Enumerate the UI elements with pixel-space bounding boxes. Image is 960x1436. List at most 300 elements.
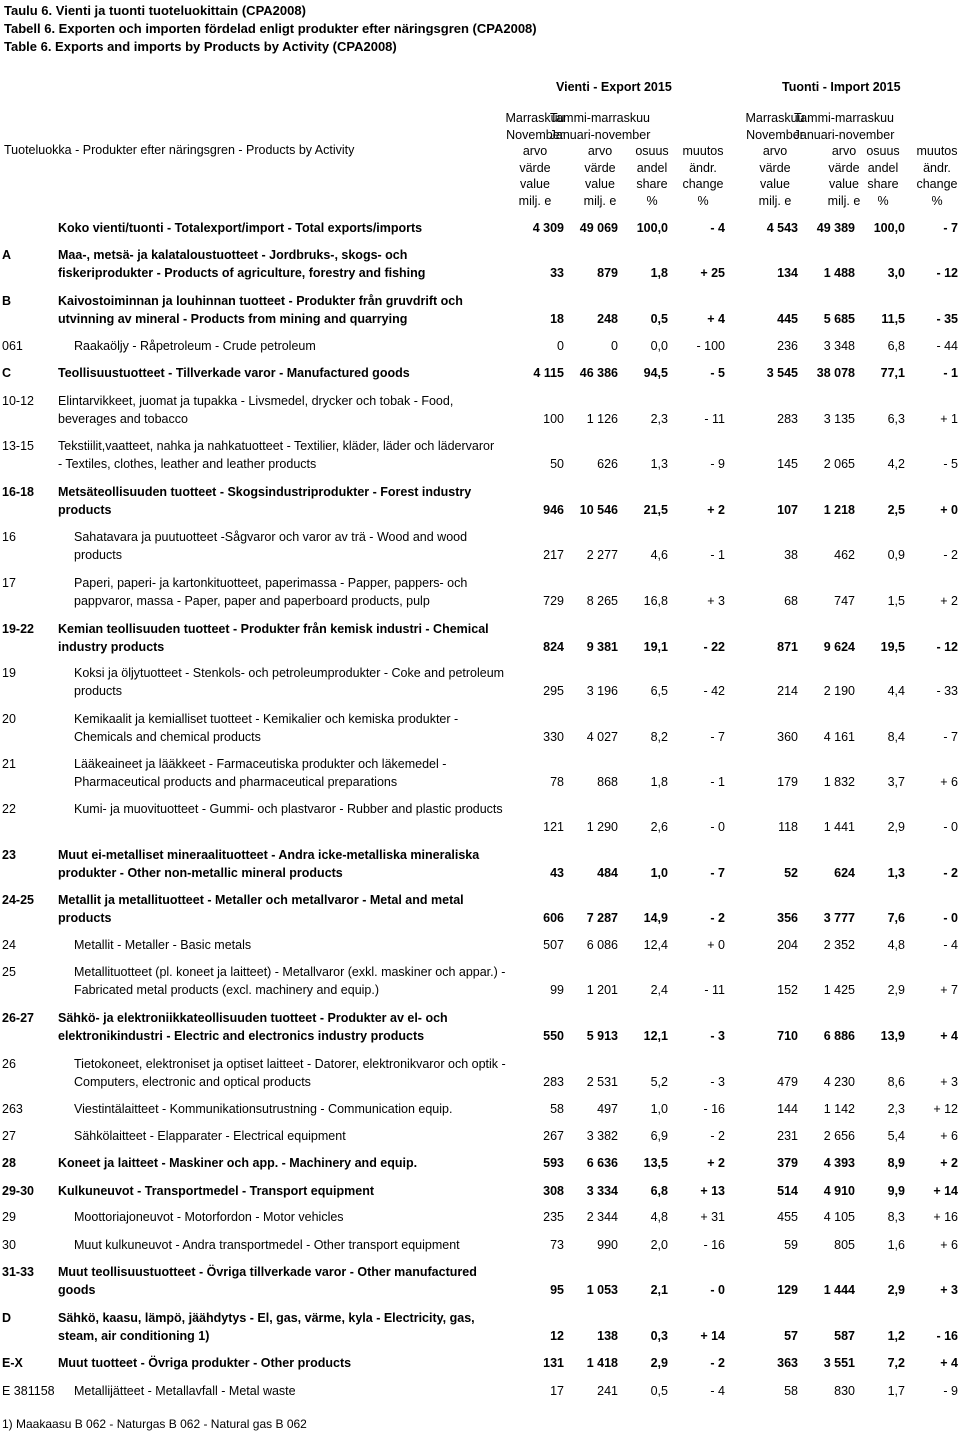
row-value-col2: 2 531 — [586, 1075, 618, 1089]
row-value-col3: 14,9 — [643, 911, 668, 925]
row-value-col6: 3 551 — [823, 1356, 855, 1370]
column-header-line: ändr. — [689, 160, 717, 175]
row-label: Sähkö- ja elektroniikkateollisuuden tuotteet - Produkter av el- och elektronikindustri - Electric and electronics industry products — [58, 1011, 448, 1043]
row-value-col5: 59 — [784, 1238, 798, 1252]
row-label: Tietokoneet, elektroniset ja optiset laitteet - Datorer, elektronikvaror och optik - Computers, electronic and optical products — [74, 1057, 506, 1089]
row-value-col7: 2,9 — [887, 983, 905, 997]
row-code: 26 — [2, 1057, 16, 1071]
row-code: 21 — [2, 757, 16, 771]
row-value-col6: 4 910 — [823, 1184, 855, 1198]
row-value-col1: 729 — [543, 594, 564, 608]
column-header-line — [627, 110, 677, 127]
row-value-col1: 606 — [543, 911, 564, 925]
column-header-line: värde — [519, 160, 551, 175]
row-code: 31-33 — [2, 1265, 34, 1279]
row-code: E 381158 — [2, 1384, 55, 1398]
row-value-col5: 152 — [777, 983, 798, 997]
row-value-col8: + 7 — [940, 983, 958, 997]
row-code: 19-22 — [2, 622, 34, 636]
row-value-col2: 484 — [597, 866, 618, 880]
row-value-col1: 17 — [550, 1384, 564, 1398]
row-value-col7: 3,0 — [887, 266, 905, 280]
row-value-col2: 10 546 — [579, 503, 618, 517]
row-value-col3: 4,6 — [650, 548, 668, 562]
row-value-col8: - 2 — [943, 866, 958, 880]
column-header-line — [627, 127, 677, 144]
row-value-col2: 3 196 — [586, 684, 618, 698]
row-value-col3: 94,5 — [643, 366, 668, 380]
column-header-line: milj. e — [518, 193, 552, 208]
row-code: 20 — [2, 712, 16, 726]
row-label: Metallijätteet - Metallavfall - Metal waste — [74, 1384, 296, 1398]
column-header-line: value — [829, 177, 859, 191]
row-value-col3: 5,2 — [650, 1075, 668, 1089]
row-value-col7: 13,9 — [880, 1029, 905, 1043]
row-value-col3: 1,8 — [650, 775, 668, 789]
row-label: Muut tuotteet - Övriga produkter - Other products — [58, 1356, 352, 1370]
row-value-col6: 1 488 — [823, 266, 855, 280]
row-label: Kemikaalit ja kemialliset tuotteet - Kemikalier och kemiska produkter - Chemicals and chemical products — [74, 712, 459, 744]
row-value-col2: 6 636 — [586, 1156, 618, 1170]
product-column-header: Tuoteluokka - Produkter efter näringsgren - Products by Activity — [4, 143, 355, 157]
column-header-line: arvo — [587, 144, 613, 158]
row-value-col1: 50 — [550, 457, 564, 471]
row-value-col6: 1 441 — [823, 820, 855, 834]
row-value-col8: - 9 — [943, 1384, 958, 1398]
row-value-col5: 445 — [777, 312, 798, 326]
row-value-col8: - 12 — [936, 640, 958, 654]
row-value-col3: 8,2 — [650, 730, 668, 744]
row-value-col1: 267 — [543, 1129, 564, 1143]
row-value-col2: 2 277 — [586, 548, 618, 562]
row-value-col6: 1 142 — [823, 1102, 855, 1116]
row-value-col3: 6,5 — [650, 684, 668, 698]
row-value-col8: - 35 — [936, 312, 958, 326]
row-value-col5: 4 543 — [766, 221, 798, 235]
row-value-col2: 138 — [597, 1329, 618, 1343]
row-value-col7: 8,6 — [887, 1075, 905, 1089]
row-code: B — [2, 294, 12, 308]
row-value-col3: 1,8 — [650, 266, 668, 280]
row-value-col5: 871 — [777, 640, 798, 654]
row-value-col6: 747 — [834, 594, 855, 608]
row-value-col7: 2,9 — [887, 1283, 905, 1297]
title-en: Table 6. Exports and imports by Products by Activity (CPA2008) — [4, 39, 397, 54]
row-value-col8: + 0 — [940, 503, 958, 517]
row-value-col7: 9,9 — [887, 1184, 905, 1198]
column-header-line: value — [520, 177, 550, 191]
row-value-col2: 49 069 — [579, 221, 618, 235]
row-value-col7: 1,3 — [887, 866, 905, 880]
row-value-col4: - 3 — [710, 1029, 725, 1043]
footnote: 1) Maakaasu B 062 - Naturgas B 062 - Natural gas B 062 — [2, 1417, 307, 1431]
row-value-col4: - 3 — [710, 1075, 725, 1089]
row-value-col1: 283 — [543, 1075, 564, 1089]
row-value-col7: 7,2 — [887, 1356, 905, 1370]
row-code: C — [2, 366, 12, 380]
row-value-col5: 379 — [777, 1156, 798, 1170]
column-header-line: andel — [867, 160, 899, 175]
row-value-col7: 7,6 — [887, 911, 905, 925]
row-label: Maa-, metsä- ja kalataloustuotteet - Jordbruks-, skogs- och fiskeriprodukter - Products of agriculture, forestry and fishing — [58, 248, 426, 280]
row-value-col5: 360 — [777, 730, 798, 744]
column-header-line: värde — [584, 160, 616, 175]
row-value-col1: 78 — [550, 775, 564, 789]
column-header-3 — [627, 110, 677, 209]
row-value-col6: 830 — [834, 1384, 855, 1398]
row-value-col2: 6 086 — [586, 938, 618, 952]
row-value-col4: - 11 — [704, 412, 725, 426]
row-value-col1: 946 — [543, 503, 564, 517]
row-value-col3: 6,9 — [650, 1129, 668, 1143]
row-value-col8: + 14 — [933, 1184, 958, 1198]
row-value-col3: 19,1 — [643, 640, 668, 654]
row-label: Kaivostoiminnan ja louhinnan tuotteet - Produkter från gruvdrift och utvinning av mineral - Products from mining and quarrying — [58, 294, 463, 326]
row-value-col3: 0,5 — [650, 312, 668, 326]
row-label: Koko vienti/tuonti - Totalexport/import - Total exports/imports — [58, 221, 423, 235]
row-value-col8: - 7 — [943, 221, 958, 235]
row-value-col5: 363 — [777, 1356, 798, 1370]
column-header-line: värde — [759, 160, 791, 175]
row-value-col2: 3 382 — [586, 1129, 618, 1143]
row-value-col4: - 5 — [710, 366, 725, 380]
row-value-col5: 514 — [777, 1184, 798, 1198]
row-code: 061 — [2, 339, 23, 353]
row-label: Tekstiilit,vaatteet, nahka ja nahkatuotteet - Textilier, kläder, läder och lädervaror - Textiles, clothes, leather and leather products — [58, 439, 495, 471]
row-value-col1: 217 — [543, 548, 564, 562]
row-value-col2: 5 913 — [586, 1029, 618, 1043]
row-value-col6: 2 352 — [823, 938, 855, 952]
row-value-col7: 6,3 — [887, 412, 905, 426]
column-header-line: % — [931, 193, 943, 208]
row-label: Metsäteollisuuden tuotteet - Skogsindustriprodukter - Forest industry products — [58, 485, 472, 517]
row-value-col3: 1,0 — [650, 1102, 668, 1116]
row-value-col2: 1 053 — [586, 1283, 618, 1297]
row-value-col7: 8,3 — [887, 1210, 905, 1224]
row-value-col8: + 3 — [940, 1283, 958, 1297]
column-header-line — [858, 110, 908, 127]
row-value-col5: 68 — [784, 594, 798, 608]
row-value-col1: 95 — [550, 1283, 564, 1297]
row-value-col6: 1 425 — [823, 983, 855, 997]
row-value-col1: 100 — [543, 412, 564, 426]
row-code: 29 — [2, 1210, 16, 1224]
row-code: 13-15 — [2, 439, 34, 453]
column-header-line: ändr. — [923, 160, 951, 175]
column-header-line: muutos — [682, 144, 724, 158]
row-code: 17 — [2, 576, 16, 590]
row-value-col5: 204 — [777, 938, 798, 952]
column-header-line: värde — [828, 160, 860, 175]
row-value-col2: 241 — [597, 1384, 618, 1398]
row-value-col2: 8 265 — [586, 594, 618, 608]
table-titles — [4, 2, 537, 56]
row-value-col2: 497 — [597, 1102, 618, 1116]
row-value-col6: 4 393 — [823, 1156, 855, 1170]
row-label: Kumi- ja muovituotteet - Gummi- och plastvaror - Rubber and plastic products — [74, 802, 503, 816]
row-label: Metallit ja metallituotteet - Metaller och metallvaror - Metal and metal products — [58, 893, 464, 925]
row-value-col3: 6,8 — [650, 1184, 668, 1198]
row-value-col3: 100,0 — [636, 221, 668, 235]
row-value-col5: 3 545 — [766, 366, 798, 380]
column-header-line — [907, 127, 960, 144]
row-value-col3: 2,9 — [650, 1356, 668, 1370]
row-value-col7: 19,5 — [880, 640, 905, 654]
row-value-col1: 0 — [557, 339, 564, 353]
row-value-col5: 57 — [784, 1329, 798, 1343]
column-header-line: milj. e — [583, 193, 617, 208]
row-value-col1: 295 — [543, 684, 564, 698]
row-label: Teollisuustuotteet - Tillverkade varor - Manufactured goods — [58, 366, 410, 380]
column-header-line: osuus — [866, 144, 900, 158]
row-value-col6: 4 230 — [823, 1075, 855, 1089]
row-code: 24-25 — [2, 893, 34, 907]
column-header-line: share — [636, 177, 668, 191]
row-value-col7: 1,2 — [887, 1329, 905, 1343]
row-value-col6: 3 777 — [823, 911, 855, 925]
row-value-col1: 330 — [543, 730, 564, 744]
row-value-col4: - 4 — [710, 1384, 725, 1398]
row-value-col1: 131 — [543, 1356, 564, 1370]
row-value-col2: 9 381 — [586, 640, 618, 654]
row-value-col4: + 0 — [707, 938, 725, 952]
row-value-col3: 12,1 — [643, 1029, 668, 1043]
row-value-col4: + 25 — [700, 266, 725, 280]
row-value-col4: - 7 — [710, 730, 725, 744]
column-header-line: Marraskuu — [505, 111, 565, 125]
row-value-col4: - 22 — [703, 640, 725, 654]
row-label: Kulkuneuvot - Transportmedel - Transport equipment — [58, 1184, 375, 1198]
row-value-col6: 6 886 — [823, 1029, 855, 1043]
row-value-col2: 46 386 — [579, 366, 618, 380]
row-value-col6: 1 444 — [823, 1283, 855, 1297]
row-value-col8: - 12 — [936, 266, 958, 280]
row-value-col3: 2,3 — [650, 412, 668, 426]
row-value-col5: 58 — [784, 1384, 798, 1398]
column-header-line: % — [877, 193, 889, 208]
row-value-col5: 283 — [777, 412, 798, 426]
row-value-col4: - 0 — [710, 820, 725, 834]
row-value-col5: 118 — [778, 820, 798, 834]
row-value-col5: 38 — [784, 548, 798, 562]
column-header-line: muutos — [916, 144, 958, 158]
column-header-line: November — [746, 127, 804, 142]
row-value-col4: - 7 — [710, 866, 725, 880]
row-value-col8: + 6 — [940, 775, 958, 789]
row-value-col6: 462 — [834, 548, 855, 562]
row-value-col3: 0,3 — [650, 1329, 668, 1343]
row-value-col5: 129 — [777, 1283, 798, 1297]
row-value-col5: 236 — [777, 339, 798, 353]
row-value-col4: - 100 — [696, 339, 725, 353]
column-header-line: value — [585, 177, 615, 191]
row-code: 23 — [2, 848, 16, 862]
row-code: 24 — [2, 938, 16, 952]
column-header-line — [907, 110, 960, 127]
export-group-header: Vienti - Export 2015 — [556, 80, 672, 94]
row-value-col8: - 4 — [943, 938, 958, 952]
column-header-line — [858, 127, 908, 144]
row-value-col4: + 31 — [700, 1210, 725, 1224]
row-value-col8: + 4 — [940, 1356, 958, 1370]
row-value-col1: 824 — [543, 640, 564, 654]
column-header-7 — [858, 110, 908, 209]
row-value-col1: 33 — [550, 266, 564, 280]
row-value-col8: - 7 — [943, 730, 958, 744]
row-value-col6: 5 685 — [823, 312, 855, 326]
row-value-col1: 12 — [550, 1329, 564, 1343]
row-value-col2: 7 287 — [586, 911, 618, 925]
row-code: 16-18 — [2, 485, 34, 499]
row-value-col3: 4,8 — [650, 1210, 668, 1224]
row-value-col6: 2 656 — [823, 1129, 855, 1143]
row-value-col7: 6,8 — [887, 339, 905, 353]
row-label: Muut ei-metalliset mineraalituotteet - Andra icke-metalliska mineraliska produkter - Other non-metallic mineral products — [58, 848, 480, 880]
column-header-line — [673, 110, 733, 127]
column-header-line: arvo — [762, 144, 788, 158]
row-label: Koksi ja öljytuotteet - Stenkols- och petroleumprodukter - Coke and petroleum products — [74, 666, 505, 698]
row-value-col7: 11,5 — [881, 312, 905, 326]
column-header-line: andel — [636, 160, 668, 175]
row-value-col2: 4 027 — [586, 730, 618, 744]
column-header-line: arvo — [831, 144, 857, 158]
row-value-col1: 4 115 — [533, 366, 564, 380]
row-value-col1: 507 — [543, 938, 564, 952]
row-value-col5: 214 — [777, 684, 798, 698]
row-value-col7: 4,2 — [887, 457, 905, 471]
row-value-col8: + 6 — [940, 1129, 958, 1143]
row-value-col1: 235 — [543, 1210, 564, 1224]
row-value-col7: 1,6 — [887, 1238, 905, 1252]
row-value-col2: 2 344 — [586, 1210, 618, 1224]
column-header-line: Januari-november — [793, 127, 895, 142]
row-value-col3: 2,1 — [650, 1283, 668, 1297]
row-code — [2, 219, 5, 237]
row-value-col4: + 2 — [707, 503, 725, 517]
row-value-col5: 134 — [777, 266, 798, 280]
row-value-col7: 100,0 — [873, 221, 905, 235]
row-value-col8: + 1 — [940, 412, 958, 426]
row-value-col2: 1 418 — [586, 1356, 618, 1370]
row-value-col4: - 2 — [710, 1129, 725, 1143]
row-code: 26-27 — [2, 1011, 34, 1025]
row-label: Metallit - Metaller - Basic metals — [74, 938, 252, 952]
row-value-col7: 2,5 — [887, 503, 905, 517]
row-code: 28 — [2, 1156, 16, 1170]
row-value-col7: 5,4 — [887, 1129, 905, 1143]
row-value-col6: 624 — [834, 866, 855, 880]
column-header-line — [673, 127, 733, 144]
row-value-col2: 990 — [597, 1238, 618, 1252]
row-value-col5: 231 — [777, 1129, 798, 1143]
row-label: Muut teollisuustuotteet - Övriga tillverkade varor - Other manufactured goods — [58, 1265, 477, 1297]
row-value-col1: 43 — [550, 866, 564, 880]
row-value-col4: - 9 — [710, 457, 725, 471]
row-value-col3: 1,3 — [650, 457, 668, 471]
row-label: Viestintälaitteet - Kommunikationsutrustning - Communication equip. — [74, 1102, 453, 1116]
row-value-col8: + 2 — [940, 1156, 958, 1170]
row-value-col4: + 3 — [707, 594, 725, 608]
row-value-col6: 2 190 — [823, 684, 855, 698]
row-value-col3: 1,0 — [650, 866, 668, 880]
row-value-col8: - 44 — [936, 339, 958, 353]
row-label: Lääkeaineet ja lääkkeet - Farmaceutiska produkter och läkemedel - Pharmaceutical products and pharmaceutical preparations — [74, 757, 447, 789]
column-header-line: Marraskuu — [745, 111, 805, 125]
row-value-col1: 550 — [543, 1029, 564, 1043]
row-value-col6: 3 348 — [823, 339, 855, 353]
row-label: Sähkölaitteet - Elapparater - Electrical equipment — [74, 1129, 346, 1143]
row-value-col3: 21,5 — [643, 503, 668, 517]
row-value-col2: 3 334 — [586, 1184, 618, 1198]
column-header-line: % — [646, 193, 658, 208]
row-value-col5: 107 — [777, 503, 798, 517]
column-header-line: milj. e — [758, 193, 792, 208]
row-code: 19 — [2, 666, 16, 680]
row-value-col3: 2,4 — [650, 983, 668, 997]
row-value-col1: 593 — [543, 1156, 564, 1170]
row-value-col2: 879 — [597, 266, 618, 280]
row-value-col1: 73 — [550, 1238, 564, 1252]
column-header-line: milj. e — [827, 193, 861, 208]
row-value-col8: - 0 — [943, 820, 958, 834]
row-code: 29-30 — [2, 1184, 34, 1198]
row-value-col5: 145 — [777, 457, 798, 471]
column-header-line: share — [867, 177, 899, 191]
row-label: Kemian teollisuuden tuotteet - Produkter från kemisk industri - Chemical industry products — [58, 622, 489, 654]
row-label: Raakaöljy - Råpetroleum - Crude petroleum — [74, 339, 316, 353]
row-code: 263 — [2, 1102, 23, 1116]
row-value-col1: 121 — [543, 820, 564, 834]
row-value-col3: 13,5 — [643, 1156, 668, 1170]
row-value-col1: 99 — [550, 983, 564, 997]
row-code: 16 — [2, 530, 16, 544]
row-code: 30 — [2, 1238, 16, 1252]
column-header-line: Tammi-marraskuu — [793, 111, 894, 125]
row-value-col2: 0 — [611, 339, 618, 353]
row-value-col8: - 33 — [936, 684, 958, 698]
row-value-col7: 1,7 — [887, 1384, 905, 1398]
row-value-col5: 144 — [777, 1102, 798, 1116]
row-value-col4: + 4 — [707, 312, 725, 326]
row-value-col4: - 1 — [710, 548, 725, 562]
row-value-col7: 3,7 — [887, 775, 905, 789]
column-header-line: Januari-november — [549, 127, 651, 142]
row-value-col7: 77,1 — [880, 366, 905, 380]
row-value-col6: 2 065 — [823, 457, 855, 471]
row-value-col6: 9 624 — [823, 640, 855, 654]
row-code: 22 — [2, 802, 16, 816]
column-header-line: Tammi-marraskuu — [549, 111, 650, 125]
row-value-col8: + 4 — [940, 1029, 958, 1043]
row-value-col1: 58 — [550, 1102, 564, 1116]
column-header-line: value — [760, 177, 790, 191]
row-value-col4: - 2 — [710, 911, 725, 925]
row-value-col4: - 42 — [703, 684, 725, 698]
row-value-col8: + 12 — [933, 1102, 958, 1116]
row-value-col8: + 6 — [940, 1238, 958, 1252]
row-value-col5: 455 — [777, 1210, 798, 1224]
row-value-col8: + 16 — [933, 1210, 958, 1224]
row-value-col2: 1 201 — [586, 983, 618, 997]
row-value-col5: 179 — [777, 775, 798, 789]
row-value-col8: + 2 — [940, 594, 958, 608]
row-value-col3: 0,5 — [650, 1384, 668, 1398]
row-label: Muut kulkuneuvot - Andra transportmedel - Other transport equipment — [74, 1238, 460, 1252]
row-value-col7: 4,8 — [887, 938, 905, 952]
row-value-col1: 18 — [550, 312, 564, 326]
row-code: 27 — [2, 1129, 16, 1143]
row-value-col3: 0,0 — [650, 339, 668, 353]
